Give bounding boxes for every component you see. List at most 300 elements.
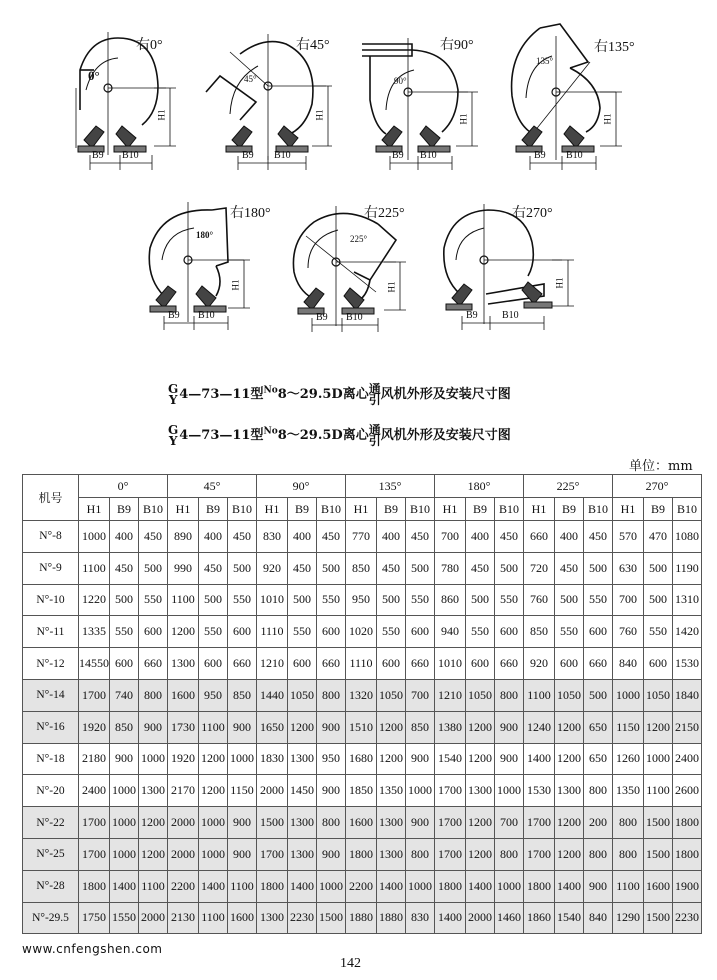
value-cell: 1400 bbox=[555, 870, 584, 902]
value-cell: 2230 bbox=[673, 902, 702, 934]
value-cell: 1200 bbox=[466, 743, 495, 775]
value-cell: 600 bbox=[584, 616, 613, 648]
diagram-label: 右0° bbox=[136, 38, 163, 53]
value-cell: 1320 bbox=[346, 679, 377, 711]
value-cell: 800 bbox=[613, 807, 644, 839]
value-cell: 1500 bbox=[257, 807, 288, 839]
sub-header: B9 bbox=[110, 498, 139, 521]
value-cell: 1700 bbox=[79, 807, 110, 839]
value-cell: 2000 bbox=[168, 838, 199, 870]
value-cell: 1100 bbox=[199, 902, 228, 934]
value-cell: 550 bbox=[406, 584, 435, 616]
value-cell: 450 bbox=[406, 521, 435, 553]
value-cell: 500 bbox=[584, 679, 613, 711]
dim-h1: H1 bbox=[156, 109, 167, 121]
value-cell: 600 bbox=[288, 648, 317, 680]
value-cell: 1530 bbox=[673, 648, 702, 680]
header-row-sub bbox=[23, 498, 702, 521]
value-cell: 900 bbox=[317, 711, 346, 743]
value-cell: 1510 bbox=[346, 711, 377, 743]
value-cell: 660 bbox=[139, 648, 168, 680]
sub-header: B9 bbox=[377, 498, 406, 521]
value-cell: 1200 bbox=[377, 743, 406, 775]
value-cell: 760 bbox=[613, 616, 644, 648]
value-cell: 1200 bbox=[555, 838, 584, 870]
value-cell: 1540 bbox=[555, 902, 584, 934]
diagram-right-135 bbox=[500, 22, 650, 170]
value-cell: 1400 bbox=[110, 870, 139, 902]
value-cell: 770 bbox=[346, 521, 377, 553]
dim-b9: B9 bbox=[534, 150, 546, 161]
value-cell: 900 bbox=[317, 838, 346, 870]
value-cell: 550 bbox=[288, 616, 317, 648]
value-cell: 650 bbox=[584, 711, 613, 743]
value-cell: 1860 bbox=[524, 902, 555, 934]
value-cell: 1800 bbox=[346, 838, 377, 870]
value-cell: 1080 bbox=[673, 521, 702, 553]
value-cell: 550 bbox=[228, 584, 257, 616]
value-cell: 1240 bbox=[524, 711, 555, 743]
value-cell: 700 bbox=[613, 584, 644, 616]
value-cell: 1600 bbox=[644, 870, 673, 902]
value-cell: 550 bbox=[644, 616, 673, 648]
value-cell: 1500 bbox=[644, 807, 673, 839]
fan-outline-0-icon bbox=[60, 30, 200, 170]
value-cell: 1000 bbox=[110, 775, 139, 807]
table-row bbox=[23, 584, 702, 616]
value-cell: 1335 bbox=[79, 616, 110, 648]
value-cell: 1700 bbox=[524, 838, 555, 870]
value-cell: 1200 bbox=[555, 743, 584, 775]
value-cell: 900 bbox=[228, 807, 257, 839]
value-cell: 1190 bbox=[673, 552, 702, 584]
value-cell: 1300 bbox=[139, 775, 168, 807]
value-cell: 500 bbox=[466, 584, 495, 616]
value-cell: 1600 bbox=[228, 902, 257, 934]
angle-header: 225° bbox=[524, 475, 613, 498]
value-cell: 500 bbox=[584, 552, 613, 584]
machine-header: 机号 bbox=[23, 475, 79, 521]
machine-no-cell: N°-20 bbox=[23, 775, 79, 807]
value-cell: 450 bbox=[555, 552, 584, 584]
value-cell: 1200 bbox=[139, 807, 168, 839]
value-cell: 550 bbox=[377, 616, 406, 648]
value-cell: 1840 bbox=[673, 679, 702, 711]
sub-header: H1 bbox=[79, 498, 110, 521]
value-cell: 1010 bbox=[435, 648, 466, 680]
value-cell: 2000 bbox=[257, 775, 288, 807]
value-cell: 1400 bbox=[466, 870, 495, 902]
value-cell: 1500 bbox=[644, 902, 673, 934]
value-cell: 1100 bbox=[613, 870, 644, 902]
value-cell: 1310 bbox=[673, 584, 702, 616]
value-cell: 600 bbox=[228, 616, 257, 648]
value-cell: 1600 bbox=[168, 679, 199, 711]
value-cell: 1500 bbox=[317, 902, 346, 934]
machine-no-cell: N°-14 bbox=[23, 679, 79, 711]
value-cell: 1290 bbox=[613, 902, 644, 934]
angle-header: 180° bbox=[435, 475, 524, 498]
sub-header: B10 bbox=[139, 498, 168, 521]
value-cell: 2400 bbox=[673, 743, 702, 775]
value-cell: 1000 bbox=[228, 743, 257, 775]
dim-h1: H1 bbox=[230, 279, 241, 291]
value-cell: 800 bbox=[317, 807, 346, 839]
value-cell: 450 bbox=[377, 552, 406, 584]
value-cell: 1700 bbox=[435, 807, 466, 839]
value-cell: 1460 bbox=[495, 902, 524, 934]
value-cell: 600 bbox=[644, 648, 673, 680]
value-cell: 900 bbox=[228, 838, 257, 870]
dim-h1: H1 bbox=[314, 109, 325, 121]
value-cell: 1700 bbox=[435, 775, 466, 807]
value-cell: 1000 bbox=[110, 807, 139, 839]
angle-mark: 45° bbox=[244, 74, 257, 84]
value-cell: 850 bbox=[110, 711, 139, 743]
table-row bbox=[23, 711, 702, 743]
value-cell: 1200 bbox=[288, 711, 317, 743]
value-cell: 550 bbox=[555, 616, 584, 648]
value-cell: 840 bbox=[613, 648, 644, 680]
value-cell: 400 bbox=[199, 521, 228, 553]
value-cell: 570 bbox=[613, 521, 644, 553]
value-cell: 1900 bbox=[673, 870, 702, 902]
value-cell: 950 bbox=[199, 679, 228, 711]
diagram-label: 右90° bbox=[440, 38, 474, 53]
dim-b9: B9 bbox=[392, 150, 404, 161]
value-cell: 1700 bbox=[257, 838, 288, 870]
value-cell: 200 bbox=[584, 807, 613, 839]
value-cell: 1500 bbox=[644, 838, 673, 870]
value-cell: 1300 bbox=[555, 775, 584, 807]
machine-no-cell: N°-25 bbox=[23, 838, 79, 870]
value-cell: 500 bbox=[228, 552, 257, 584]
value-cell: 660 bbox=[584, 648, 613, 680]
sub-header: B10 bbox=[673, 498, 702, 521]
value-cell: 920 bbox=[524, 648, 555, 680]
dim-b9: B9 bbox=[92, 150, 104, 161]
value-cell: 1800 bbox=[435, 870, 466, 902]
value-cell: 1210 bbox=[435, 679, 466, 711]
sub-header: H1 bbox=[435, 498, 466, 521]
value-cell: 500 bbox=[199, 584, 228, 616]
figure-caption-2: G Y 4—73—11型$^{No}$8～29.5D离心 通 引 风机外形及安装尺寸图 bbox=[168, 422, 511, 448]
value-cell: 2000 bbox=[168, 807, 199, 839]
value-cell: 1830 bbox=[257, 743, 288, 775]
value-cell: 830 bbox=[257, 521, 288, 553]
value-cell: 1300 bbox=[377, 838, 406, 870]
value-cell: 1010 bbox=[257, 584, 288, 616]
value-cell: 1000 bbox=[495, 870, 524, 902]
value-cell: 400 bbox=[288, 521, 317, 553]
value-cell: 660 bbox=[317, 648, 346, 680]
value-cell: 2000 bbox=[466, 902, 495, 934]
value-cell: 1700 bbox=[435, 838, 466, 870]
value-cell: 450 bbox=[495, 521, 524, 553]
sub-header: B10 bbox=[406, 498, 435, 521]
value-cell: 950 bbox=[346, 584, 377, 616]
value-cell: 800 bbox=[584, 838, 613, 870]
value-cell: 14550 bbox=[79, 648, 110, 680]
table-group bbox=[23, 743, 702, 807]
value-cell: 1000 bbox=[139, 743, 168, 775]
angle-header: 135° bbox=[346, 475, 435, 498]
value-cell: 550 bbox=[199, 616, 228, 648]
value-cell: 800 bbox=[613, 838, 644, 870]
value-cell: 1550 bbox=[110, 902, 139, 934]
value-cell: 1800 bbox=[524, 870, 555, 902]
value-cell: 1680 bbox=[346, 743, 377, 775]
machine-no-cell: N°-10 bbox=[23, 584, 79, 616]
angle-mark: 90° bbox=[394, 76, 407, 86]
value-cell: 1000 bbox=[317, 870, 346, 902]
value-cell: 1730 bbox=[168, 711, 199, 743]
table-row bbox=[23, 648, 702, 680]
value-cell: 1050 bbox=[377, 679, 406, 711]
machine-no-cell: N°-22 bbox=[23, 807, 79, 839]
value-cell: 1100 bbox=[644, 775, 673, 807]
value-cell: 800 bbox=[495, 838, 524, 870]
dim-h1: H1 bbox=[458, 113, 469, 125]
dim-b10: B10 bbox=[502, 310, 519, 321]
value-cell: 600 bbox=[555, 648, 584, 680]
value-cell: 1000 bbox=[406, 870, 435, 902]
value-cell: 500 bbox=[644, 552, 673, 584]
value-cell: 660 bbox=[406, 648, 435, 680]
angle-header: 270° bbox=[613, 475, 702, 498]
machine-no-cell: N°-29.5 bbox=[23, 902, 79, 934]
value-cell: 1540 bbox=[435, 743, 466, 775]
value-cell: 800 bbox=[495, 679, 524, 711]
caption-stack: 通 引 bbox=[368, 422, 381, 448]
value-cell: 1400 bbox=[524, 743, 555, 775]
value-cell: 450 bbox=[228, 521, 257, 553]
dimension-table bbox=[22, 474, 702, 934]
value-cell: 1100 bbox=[524, 679, 555, 711]
sub-header: B9 bbox=[466, 498, 495, 521]
value-cell: 700 bbox=[435, 521, 466, 553]
diagram-right-180 bbox=[132, 196, 272, 336]
value-cell: 400 bbox=[466, 521, 495, 553]
diagram-right-45 bbox=[200, 30, 350, 170]
table-row bbox=[23, 743, 702, 775]
value-cell: 1800 bbox=[673, 807, 702, 839]
value-cell: 830 bbox=[406, 902, 435, 934]
value-cell: 1800 bbox=[79, 870, 110, 902]
value-cell: 2000 bbox=[139, 902, 168, 934]
angle-mark: 135° bbox=[536, 56, 554, 66]
value-cell: 1100 bbox=[79, 552, 110, 584]
value-cell: 1050 bbox=[644, 679, 673, 711]
value-cell: 1000 bbox=[613, 679, 644, 711]
value-cell: 1300 bbox=[288, 743, 317, 775]
table-row bbox=[23, 521, 702, 553]
dim-b9: B9 bbox=[466, 310, 478, 321]
sub-header: H1 bbox=[346, 498, 377, 521]
value-cell: 1260 bbox=[613, 743, 644, 775]
value-cell: 720 bbox=[524, 552, 555, 584]
diagram-label: 右225° bbox=[364, 206, 405, 221]
value-cell: 2200 bbox=[168, 870, 199, 902]
value-cell: 1300 bbox=[168, 648, 199, 680]
dim-b9: B9 bbox=[316, 312, 328, 323]
diagram-right-270 bbox=[432, 196, 592, 336]
diagram-label: 右135° bbox=[594, 40, 635, 55]
value-cell: 1200 bbox=[555, 807, 584, 839]
value-cell: 500 bbox=[495, 552, 524, 584]
value-cell: 780 bbox=[435, 552, 466, 584]
value-cell: 550 bbox=[110, 616, 139, 648]
diagram-label: 右45° bbox=[296, 38, 330, 53]
dim-b10: B10 bbox=[346, 312, 363, 323]
value-cell: 1100 bbox=[228, 870, 257, 902]
value-cell: 1450 bbox=[288, 775, 317, 807]
value-cell: 450 bbox=[199, 552, 228, 584]
value-cell: 1920 bbox=[168, 743, 199, 775]
table-row bbox=[23, 552, 702, 584]
value-cell: 1880 bbox=[346, 902, 377, 934]
value-cell: 890 bbox=[168, 521, 199, 553]
page-number: 142 bbox=[340, 956, 361, 971]
value-cell: 600 bbox=[110, 648, 139, 680]
value-cell: 1800 bbox=[257, 870, 288, 902]
value-cell: 1420 bbox=[673, 616, 702, 648]
dim-b10: B10 bbox=[198, 310, 215, 321]
machine-no-cell: N°-16 bbox=[23, 711, 79, 743]
dim-h1: H1 bbox=[554, 277, 565, 289]
value-cell: 2400 bbox=[79, 775, 110, 807]
value-cell: 1700 bbox=[79, 838, 110, 870]
value-cell: 2170 bbox=[168, 775, 199, 807]
value-cell: 940 bbox=[435, 616, 466, 648]
dim-b9: B9 bbox=[168, 310, 180, 321]
machine-no-cell: N°-9 bbox=[23, 552, 79, 584]
dim-h1: H1 bbox=[386, 281, 397, 293]
value-cell: 1300 bbox=[257, 902, 288, 934]
value-cell: 1150 bbox=[613, 711, 644, 743]
value-cell: 900 bbox=[406, 807, 435, 839]
caption-prefix: G Y bbox=[168, 381, 179, 407]
angle-header: 45° bbox=[168, 475, 257, 498]
value-cell: 800 bbox=[406, 838, 435, 870]
value-cell: 1300 bbox=[377, 807, 406, 839]
value-cell: 1300 bbox=[288, 838, 317, 870]
value-cell: 1300 bbox=[466, 775, 495, 807]
value-cell: 900 bbox=[495, 711, 524, 743]
value-cell: 600 bbox=[406, 616, 435, 648]
value-cell: 1200 bbox=[168, 616, 199, 648]
value-cell: 1000 bbox=[406, 775, 435, 807]
value-cell: 400 bbox=[110, 521, 139, 553]
value-cell: 1200 bbox=[139, 838, 168, 870]
sub-header: B10 bbox=[584, 498, 613, 521]
machine-no-cell: N°-12 bbox=[23, 648, 79, 680]
value-cell: 1220 bbox=[79, 584, 110, 616]
value-cell: 2150 bbox=[673, 711, 702, 743]
value-cell: 2230 bbox=[288, 902, 317, 934]
value-cell: 600 bbox=[317, 616, 346, 648]
value-cell: 840 bbox=[584, 902, 613, 934]
dim-h1: H1 bbox=[602, 113, 613, 125]
value-cell: 550 bbox=[495, 584, 524, 616]
caption-prefix: G Y bbox=[168, 422, 179, 448]
value-cell: 1000 bbox=[644, 743, 673, 775]
value-cell: 1000 bbox=[199, 807, 228, 839]
value-cell: 500 bbox=[317, 552, 346, 584]
value-cell: 500 bbox=[406, 552, 435, 584]
value-cell: 900 bbox=[317, 775, 346, 807]
angle-header: 90° bbox=[257, 475, 346, 498]
value-cell: 1000 bbox=[199, 838, 228, 870]
value-cell: 1020 bbox=[346, 616, 377, 648]
value-cell: 1200 bbox=[377, 711, 406, 743]
diagram-right-90 bbox=[356, 30, 496, 170]
value-cell: 550 bbox=[584, 584, 613, 616]
header-row-angles bbox=[23, 475, 702, 498]
unit-label: 单位：mm bbox=[629, 459, 693, 474]
machine-no-cell: N°-18 bbox=[23, 743, 79, 775]
sub-header: B9 bbox=[199, 498, 228, 521]
table-group bbox=[23, 807, 702, 934]
value-cell: 950 bbox=[317, 743, 346, 775]
dim-b10: B10 bbox=[420, 150, 437, 161]
value-cell: 1100 bbox=[168, 584, 199, 616]
value-cell: 1350 bbox=[377, 775, 406, 807]
value-cell: 800 bbox=[139, 679, 168, 711]
value-cell: 600 bbox=[466, 648, 495, 680]
machine-no-cell: N°-8 bbox=[23, 521, 79, 553]
value-cell: 900 bbox=[110, 743, 139, 775]
value-cell: 1200 bbox=[199, 743, 228, 775]
value-cell: 700 bbox=[495, 807, 524, 839]
value-cell: 1110 bbox=[257, 616, 288, 648]
value-cell: 500 bbox=[139, 552, 168, 584]
value-cell: 1400 bbox=[435, 902, 466, 934]
value-cell: 920 bbox=[257, 552, 288, 584]
value-cell: 660 bbox=[228, 648, 257, 680]
value-cell: 500 bbox=[555, 584, 584, 616]
value-cell: 1150 bbox=[228, 775, 257, 807]
value-cell: 1200 bbox=[199, 775, 228, 807]
value-cell: 450 bbox=[466, 552, 495, 584]
value-cell: 600 bbox=[139, 616, 168, 648]
value-cell: 1200 bbox=[644, 711, 673, 743]
diagram-label: 右180° bbox=[230, 206, 271, 221]
value-cell: 2180 bbox=[79, 743, 110, 775]
value-cell: 900 bbox=[406, 743, 435, 775]
value-cell: 900 bbox=[139, 711, 168, 743]
sub-header: B9 bbox=[644, 498, 673, 521]
value-cell: 1800 bbox=[673, 838, 702, 870]
value-cell: 1700 bbox=[524, 807, 555, 839]
value-cell: 2130 bbox=[168, 902, 199, 934]
value-cell: 650 bbox=[584, 743, 613, 775]
value-cell: 850 bbox=[228, 679, 257, 711]
dim-b10: B10 bbox=[274, 150, 291, 161]
value-cell: 1000 bbox=[495, 775, 524, 807]
value-cell: 550 bbox=[317, 584, 346, 616]
value-cell: 850 bbox=[524, 616, 555, 648]
figure-caption-1: G Y 4—73—11型$^{No}$8～29.5D离心 通 引 风机外形及安装尺寸图 bbox=[168, 381, 511, 407]
value-cell: 1650 bbox=[257, 711, 288, 743]
value-cell: 800 bbox=[317, 679, 346, 711]
value-cell: 2600 bbox=[673, 775, 702, 807]
value-cell: 1400 bbox=[377, 870, 406, 902]
table-row bbox=[23, 838, 702, 870]
value-cell: 500 bbox=[644, 584, 673, 616]
value-cell: 500 bbox=[377, 584, 406, 616]
value-cell: 1400 bbox=[199, 870, 228, 902]
